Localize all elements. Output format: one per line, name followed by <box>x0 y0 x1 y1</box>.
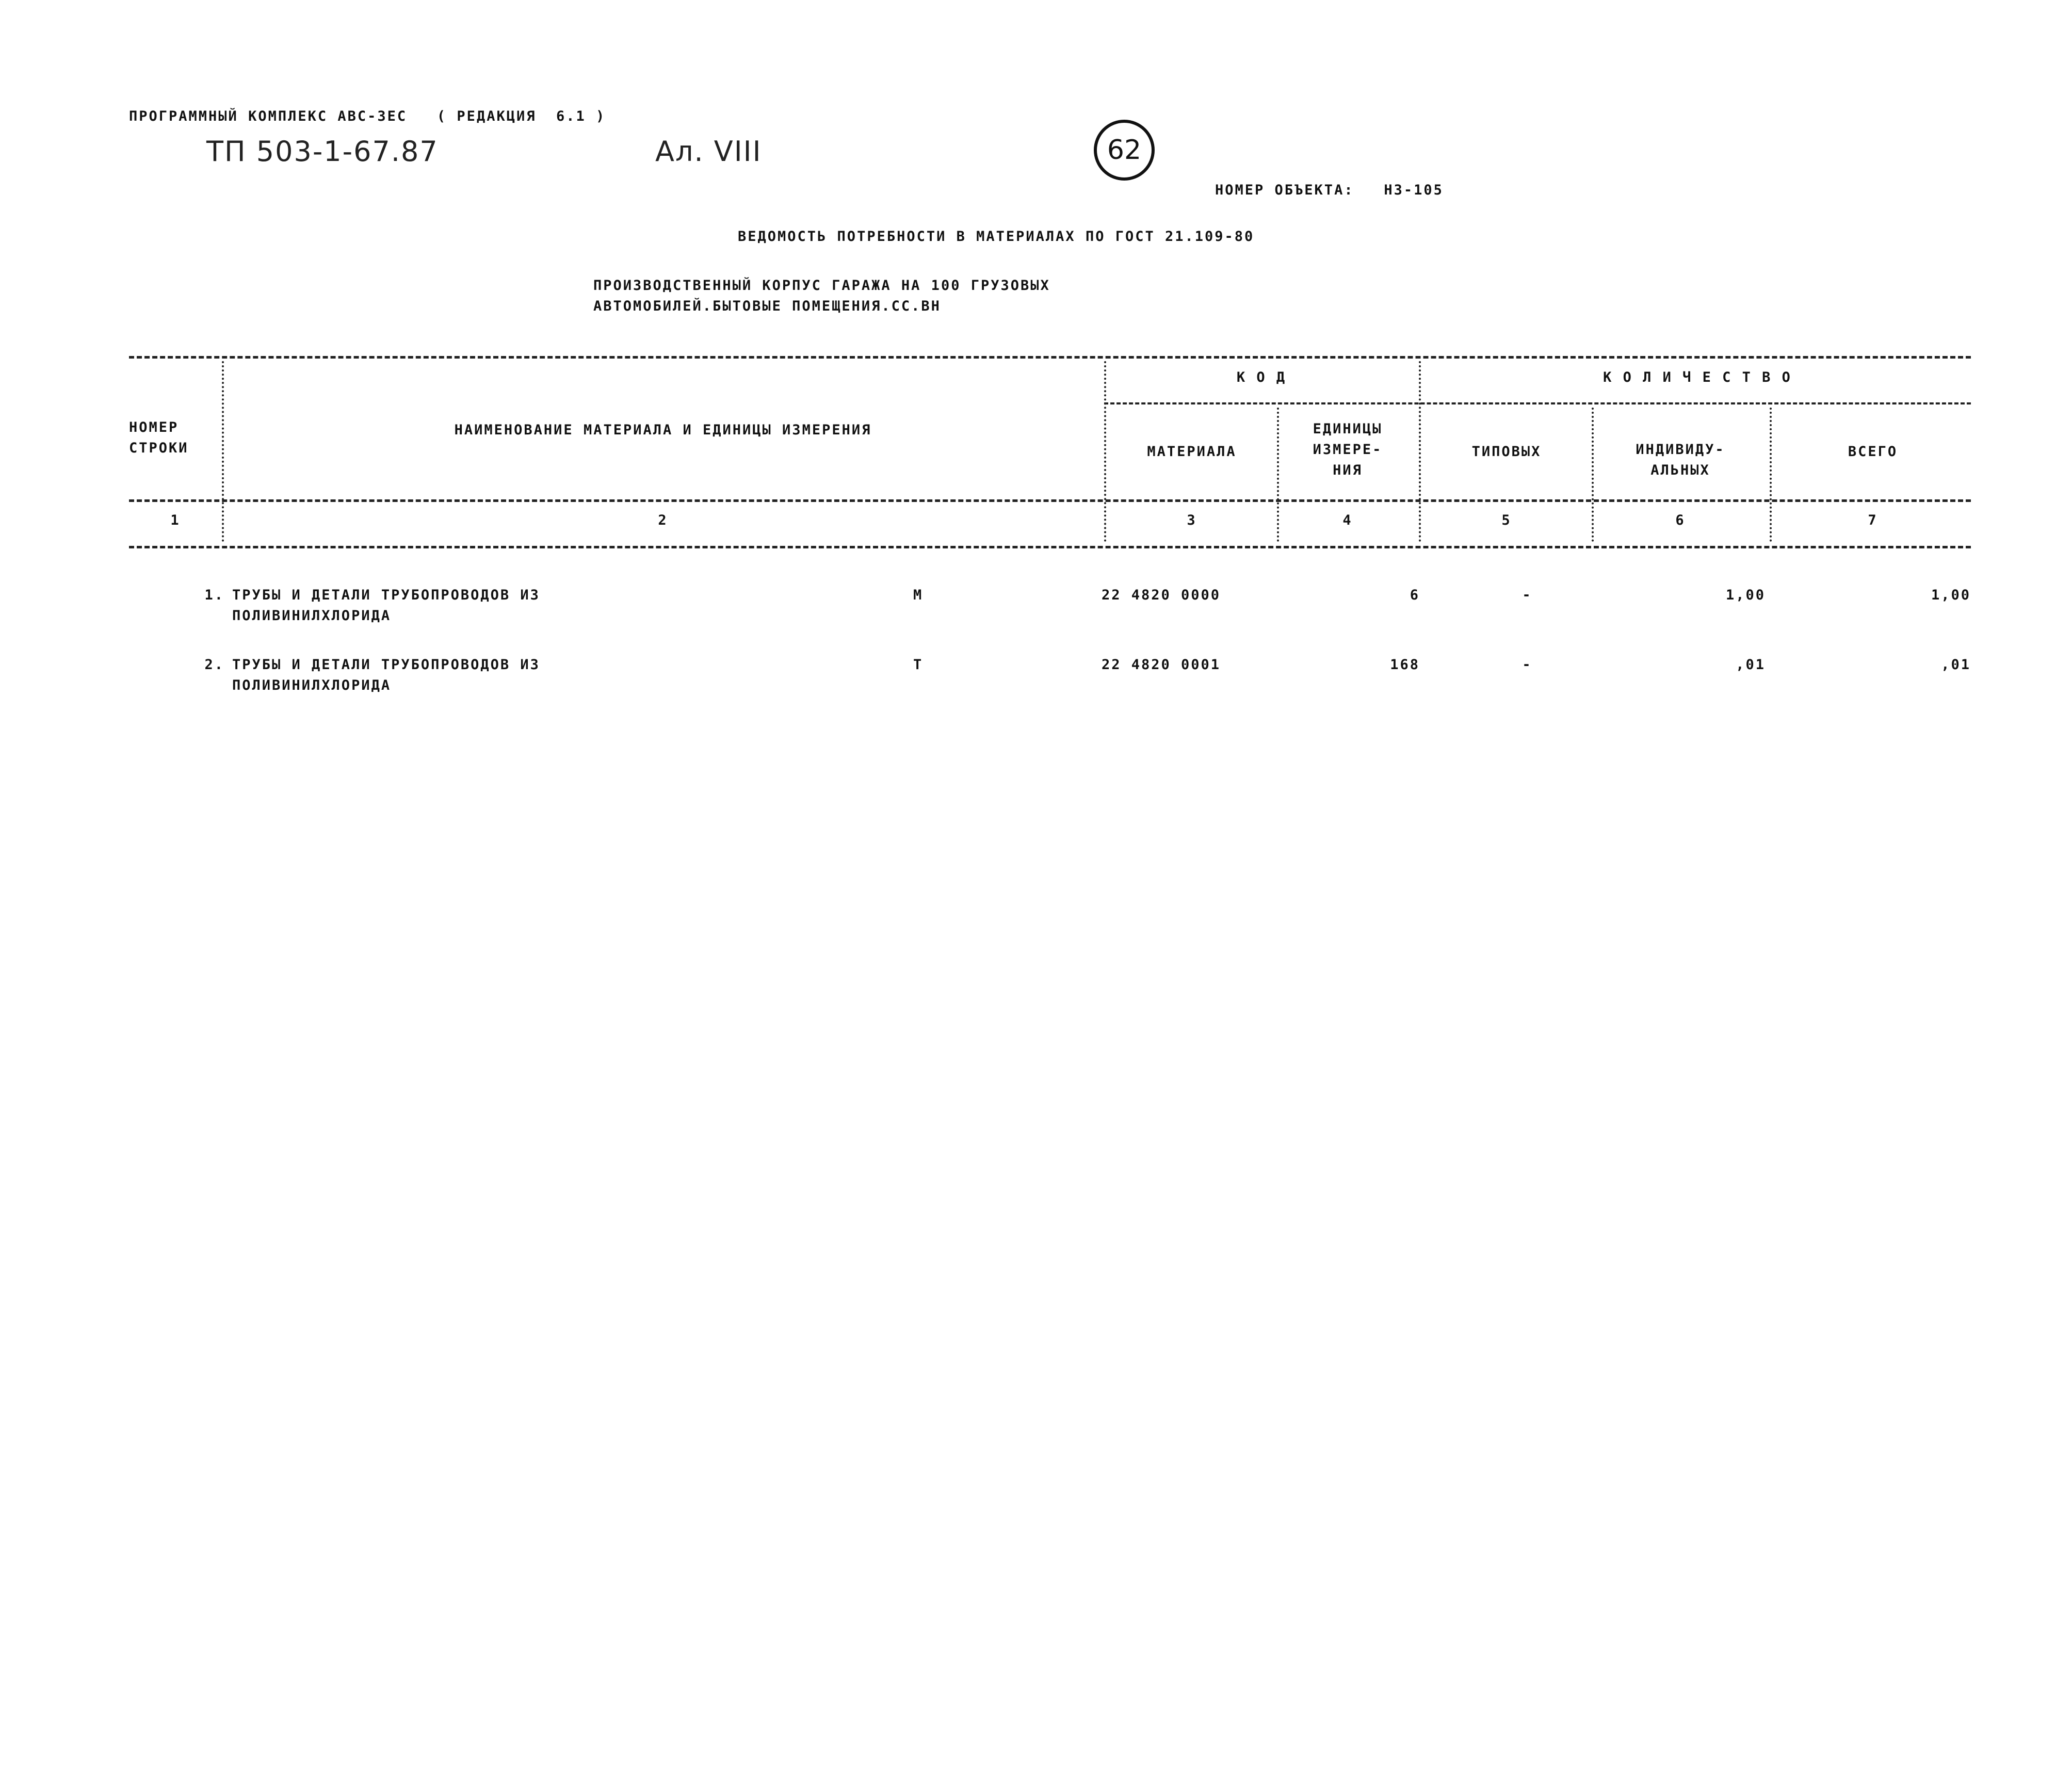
program-line: ПРОГРАММНЫЙ КОМПЛЕКС АВС-3ЕС ( РЕДАКЦИЯ 6.1 ) <box>129 108 606 124</box>
header-code-unit-2: ИЗМЕРЕ- <box>1313 442 1383 458</box>
header-quantity-group: К О Л И Ч Е С Т В О <box>1603 369 1792 385</box>
col-sep-2 <box>1104 361 1106 542</box>
header-row-number-2: СТРОКИ <box>129 440 189 456</box>
object-number: НОМЕР ОБЪЕКТА: Н3-105 <box>1215 182 1444 198</box>
header-row-number-1: НОМЕР <box>129 419 179 435</box>
header-individual-1: ИНДИВИДУ- <box>1636 442 1725 458</box>
column-number-5: 5 <box>1501 512 1512 528</box>
album-number: Ал. VIII <box>655 135 762 168</box>
quantity-typical: - <box>1522 657 1532 673</box>
header-total: ВСЕГО <box>1848 444 1898 460</box>
col-sep-5 <box>1592 408 1594 542</box>
column-number-7: 7 <box>1868 512 1878 528</box>
page-number-stamp: 62 <box>1094 120 1155 181</box>
column-number-4: 4 <box>1342 512 1353 528</box>
material-code: 22 4820 0001 <box>1102 657 1221 673</box>
material-code: 22 4820 0000 <box>1102 587 1221 603</box>
material-name-line1: ТРУБЫ И ДЕТАЛИ ТРУБОПРОВОДОВ ИЗ <box>232 587 540 603</box>
header-code-unit-3: НИЯ <box>1333 462 1363 478</box>
material-name-line1: ТРУБЫ И ДЕТАЛИ ТРУБОПРОВОДОВ ИЗ <box>232 657 540 673</box>
material-name-line2: ПОЛИВИНИЛХЛОРИДА <box>232 677 392 693</box>
header-code-group: К О Д <box>1236 369 1287 385</box>
column-number-6: 6 <box>1675 512 1686 528</box>
header-name: НАИМЕНОВАНИЕ МАТЕРИАЛА И ЕДИНИЦЫ ИЗМЕРЕНИЯ <box>454 422 872 438</box>
quantity-typical: - <box>1522 587 1532 603</box>
col-sep-1 <box>222 361 224 542</box>
unit-of-measure: М <box>913 587 924 603</box>
unit-code: 168 <box>1390 657 1420 673</box>
header-code-material: МАТЕРИАЛА <box>1147 444 1237 460</box>
quantity-total: ,01 <box>1941 657 1971 673</box>
col-sep-6 <box>1770 408 1772 542</box>
quantity-individual: 1,00 <box>1725 587 1766 603</box>
column-number-3: 3 <box>1187 512 1197 528</box>
row-number: 2. <box>204 657 224 673</box>
col-sep-4 <box>1419 361 1421 542</box>
material-name-line2: ПОЛИВИНИЛХЛОРИДА <box>232 608 392 624</box>
col-sep-3 <box>1277 408 1279 542</box>
code-quantity-subrule <box>1104 402 1971 404</box>
header-typical: ТИПОВЫХ <box>1471 444 1542 460</box>
unit-of-measure: Т <box>913 657 924 673</box>
table-top-rule <box>129 356 1971 359</box>
header-individual-2: АЛЬНЫХ <box>1650 462 1710 478</box>
subtitle-line-2: АВТОМОБИЛЕЙ.БЫТОВЫЕ ПОМЕЩЕНИЯ.СС.ВН <box>593 298 941 314</box>
unit-code: 6 <box>1410 587 1420 603</box>
quantity-total: 1,00 <box>1931 587 1971 603</box>
row-number: 1. <box>204 587 224 603</box>
subtitle-line-1: ПРОИЗВОДСТВЕННЫЙ КОРПУС ГАРАЖА НА 100 ГРУЗОВЫХ <box>593 278 1050 294</box>
column-number-2: 2 <box>658 512 668 528</box>
header-code-unit-1: ЕДИНИЦЫ <box>1313 421 1383 437</box>
column-number-1: 1 <box>170 512 181 528</box>
quantity-individual: ,01 <box>1736 657 1766 673</box>
project-code: ТП 503-1-67.87 <box>206 135 439 168</box>
document-title: ВЕДОМОСТЬ ПОТРЕБНОСТИ В МАТЕРИАЛАХ ПО ГОСТ 21.109-80 <box>738 229 1255 245</box>
header-bottom-rule <box>129 499 1971 502</box>
column-numbers-rule <box>129 546 1971 548</box>
